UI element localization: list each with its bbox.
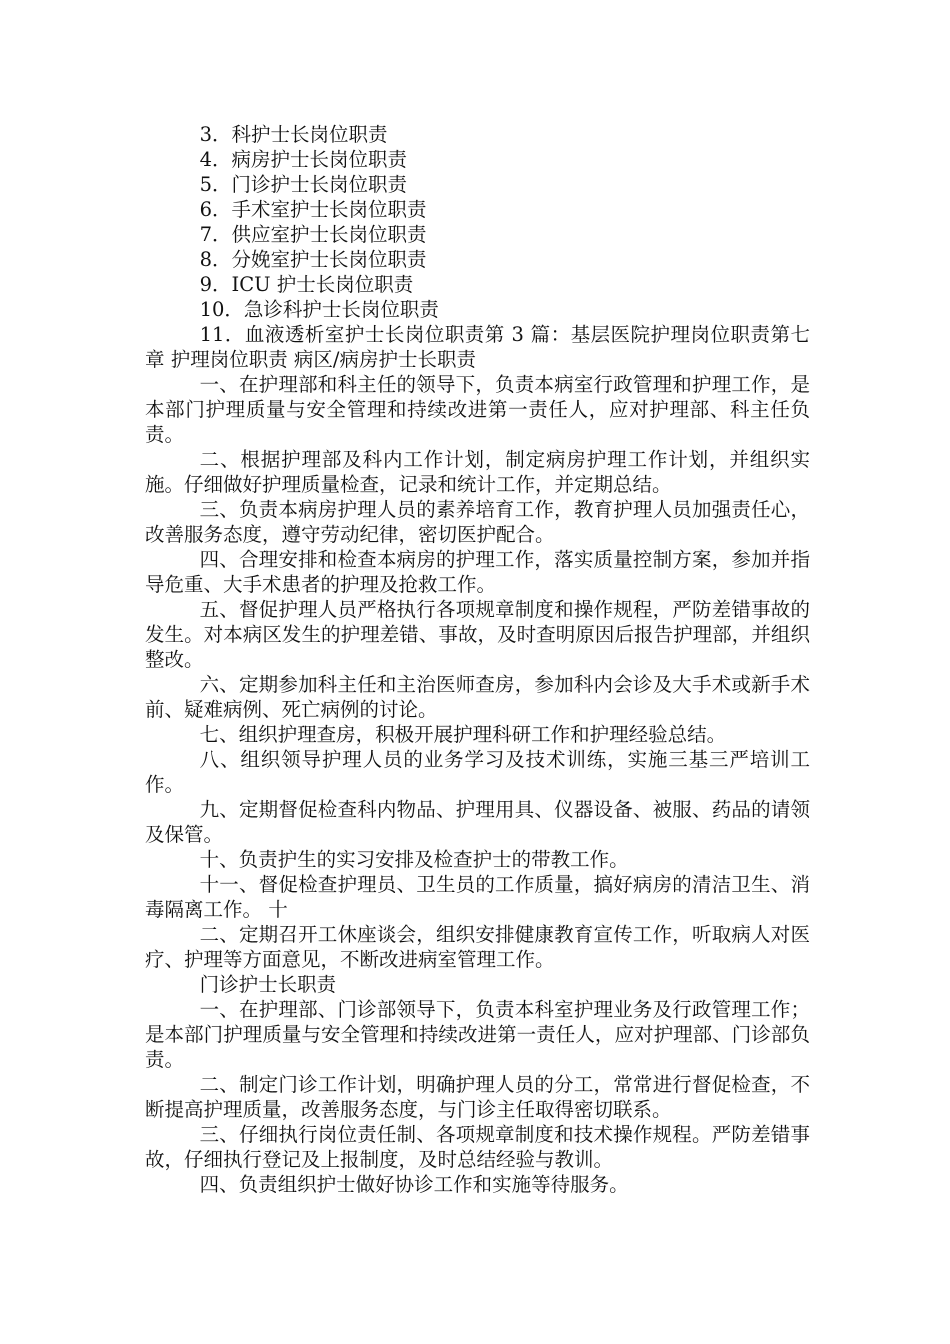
ward-duty-12: 二、定期召开工休座谈会，组织安排健康教育宣传工作，听取病人对医疗、护理等方面意见，不断改进病室管理工作。 (145, 923, 810, 971)
list-item-8: 8．分娩室护士长岗位职责 (199, 248, 427, 271)
list-item-5: 5．门诊护士长岗位职责 (199, 173, 408, 196)
outpatient-duty-1: 一、在护理部、门诊部领导下，负责本科室护理业务及行政管理工作；是本部门护理质量与安全管理和持续改进第一责任人，应对护理部、门诊部负责。 (145, 998, 810, 1071)
ward-duty-3: 三、负责本病房护理人员的素养培育工作，教育护理人员加强责任心，改善服务态度，遵守劳动纪律，密切医护配合。 (145, 498, 810, 546)
ward-duty-2: 二、根据护理部及科内工作计划，制定病房护理工作计划，并组织实施。仔细做好护理质量检查，记录和统计工作，并定期总结。 (145, 448, 810, 496)
list-item-6: 6．手术室护士长岗位职责 (199, 198, 427, 221)
list-item-3: 3．科护士长岗位职责 (199, 123, 388, 146)
outpatient-duty-4: 四、负责组织护士做好协诊工作和实施等待服务。 (199, 1173, 629, 1196)
list-item-10: 10．急诊科护士长岗位职责 (199, 298, 439, 321)
list-item-4: 4．病房护士长岗位职责 (199, 148, 408, 171)
document-body (145, 122, 810, 1197)
ward-duty-8: 八、组织领导护理人员的业务学习及技术训练，实施三基三严培训工作。 (145, 748, 810, 796)
outpatient-duty-3: 三、仔细执行岗位责任制、各项规章制度和技术操作规程。严防差错事故，仔细执行登记及上报制度，及时总结经验与教训。 (145, 1123, 810, 1171)
ward-duty-9: 九、定期督促检查科内物品、护理用具、仪器设备、被服、药品的请领及保管。 (145, 798, 810, 846)
ward-duty-10: 十、负责护生的实习安排及检查护士的带教工作。 (199, 848, 629, 871)
ward-duty-4: 四、合理安排和检查本病房的护理工作，落实质量控制方案，参加并指导危重、大手术患者的护理及抢救工作。 (145, 548, 810, 596)
list-item-7: 7．供应室护士长岗位职责 (199, 223, 427, 246)
ward-duty-5: 五、督促护理人员严格执行各项规章制度和操作规程，严防差错事故的发生。对本病区发生的护理差错、事故，及时查明原因后报告护理部，并组织整改。 (145, 598, 810, 671)
list-item-11-chapter-heading: 11．血液透析室护士长岗位职责第 3 篇：基层医院护理岗位职责第七章 护理岗位职责 病区/病房护士长职责 (145, 323, 810, 371)
list-item-9: 9．ICU 护士长岗位职责 (199, 273, 414, 296)
ward-duty-11: 十一、督促检查护理员、卫生员的工作质量，搞好病房的清洁卫生、消毒隔离工作。 十 (145, 873, 810, 921)
outpatient-duty-2: 二、制定门诊工作计划，明确护理人员的分工，常常进行督促检查，不断提高护理质量，改善服务态度，与门诊主任取得密切联系。 (145, 1073, 810, 1121)
ward-duty-7: 七、组织护理查房，积极开展护理科研工作和护理经验总结。 (199, 723, 727, 746)
section-heading-outpatient: 门诊护士长职责 (199, 973, 337, 996)
ward-duty-6: 六、定期参加科主任和主治医师查房，参加科内会诊及大手术或新手术前、疑难病例、死亡病例的讨论。 (145, 673, 810, 721)
ward-duty-1: 一、在护理部和科主任的领导下，负责本病室行政管理和护理工作，是本部门护理质量与安全管理和持续改进第一责任人，应对护理部、科主任负责。 (145, 373, 810, 446)
